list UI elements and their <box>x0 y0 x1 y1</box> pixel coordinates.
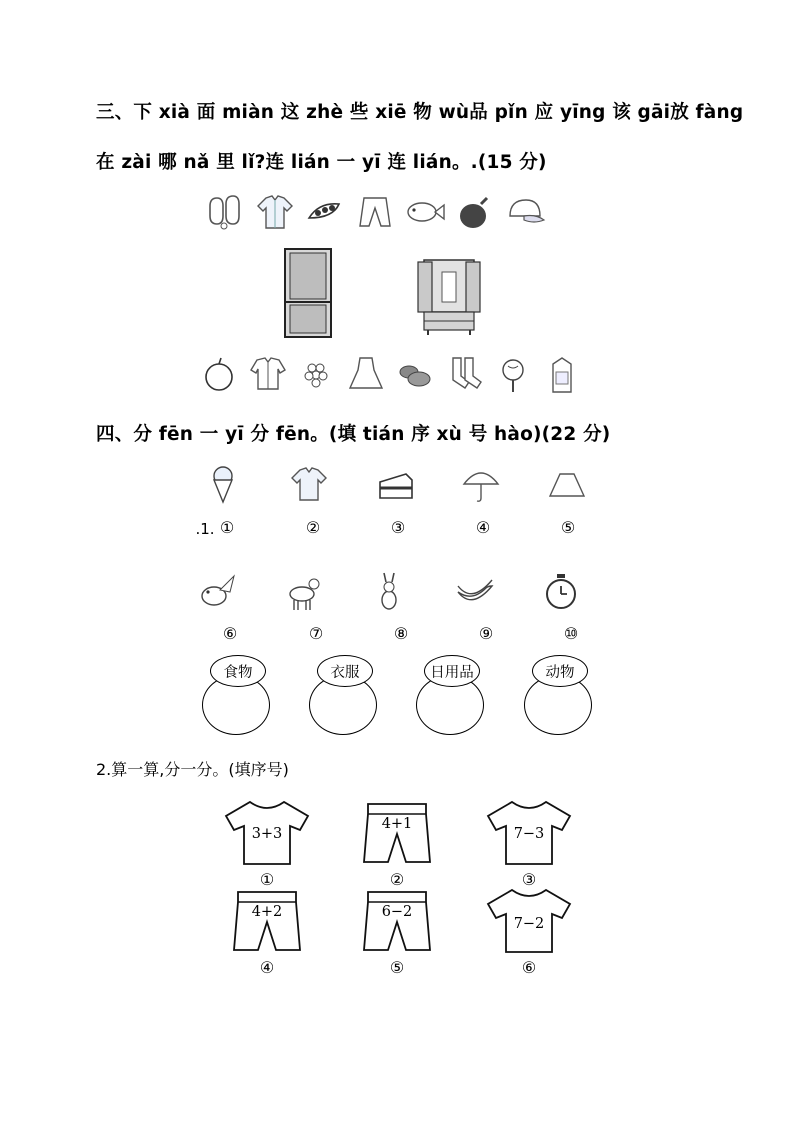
num-q2-3: ③ <box>521 870 537 889</box>
section3-top-row <box>202 190 548 234</box>
q1-label: .1. <box>195 520 215 538</box>
section3-title-line2: 在 zài 哪 nǎ 里 lǐ?连 lián 一 yī 连 lián。.(15 分) <box>96 152 547 173</box>
section4-title: 四、分 fēn 一 yī 分 fēn。(填 tián 序 xù 号 hào)(22 分) <box>96 424 611 445</box>
banana-icon <box>452 570 498 614</box>
skirt-icon <box>544 462 590 506</box>
shirt-icon <box>286 462 332 506</box>
milk-carton-icon <box>539 352 585 396</box>
category-animals[interactable] <box>524 655 594 735</box>
section3-bottom-row <box>196 352 585 396</box>
grapes-icon <box>294 352 340 396</box>
potatoes-icon <box>392 352 438 396</box>
section4-row1 <box>200 462 590 506</box>
num-q2-5: ⑤ <box>389 958 405 977</box>
jacket-icon <box>245 352 291 396</box>
peapod-icon <box>302 190 348 234</box>
expression: 4+1 <box>381 816 413 832</box>
ice-cream-icon <box>200 462 246 506</box>
goat-icon <box>280 570 326 614</box>
num-9: ⑨ <box>478 624 494 643</box>
num-3: ③ <box>390 518 406 537</box>
apple-icon <box>196 352 242 396</box>
tshirt-1 <box>222 798 312 868</box>
eggplant-icon <box>452 190 498 234</box>
dress-icon <box>343 352 389 396</box>
category-label: 日用品 <box>424 655 480 687</box>
num-6: ⑥ <box>222 624 238 643</box>
expression: 7−2 <box>513 916 545 932</box>
num-1: ① <box>219 518 235 537</box>
category-label: 动物 <box>532 655 588 687</box>
expression: 6−2 <box>381 904 413 920</box>
category-daily-goods[interactable] <box>416 655 486 735</box>
tshirt-3 <box>484 798 574 868</box>
category-label: 衣服 <box>317 655 373 687</box>
section3-title-line1: 三、下 xià 面 miàn 这 zhè 些 xiē 物 wù品 pǐn 应 yīng 该 gāi放 fàng <box>96 102 744 123</box>
shorts-2 <box>352 800 442 870</box>
num-q2-6: ⑥ <box>521 958 537 977</box>
shorts-5 <box>352 888 442 958</box>
num-7: ⑦ <box>308 624 324 643</box>
section4-row2 <box>194 570 584 614</box>
num-5: ⑤ <box>560 518 576 537</box>
rabbit-icon <box>366 570 412 614</box>
expression: 4+2 <box>251 904 283 920</box>
fish-icon <box>402 190 448 234</box>
cabbage-icon <box>490 352 536 396</box>
socks-icon <box>441 352 487 396</box>
num-10: ⑩ <box>563 624 579 643</box>
expression: 7−3 <box>513 826 545 842</box>
num-4: ④ <box>475 518 491 537</box>
bird-icon <box>194 570 240 614</box>
cap-icon <box>502 190 548 234</box>
cake-icon <box>372 462 418 506</box>
category-label: 食物 <box>210 655 266 687</box>
num-2: ② <box>305 518 321 537</box>
wardrobe-icon <box>416 258 482 340</box>
num-q2-2: ② <box>389 870 405 889</box>
num-8: ⑧ <box>393 624 409 643</box>
category-clothes[interactable] <box>309 655 379 735</box>
tshirt-6 <box>484 886 574 956</box>
shorts-icon <box>352 190 398 234</box>
shirt-icon <box>252 190 298 234</box>
umbrella-icon <box>458 462 504 506</box>
expression: 3+3 <box>251 826 283 842</box>
fridge-icon <box>283 247 333 343</box>
shorts-4 <box>222 888 312 958</box>
category-food[interactable] <box>202 655 272 735</box>
num-q2-1: ① <box>259 870 275 889</box>
q2-title: 2.算一算,分一分。(填序号) <box>96 760 289 779</box>
mittens-icon <box>202 190 248 234</box>
alarm-clock-icon <box>538 570 584 614</box>
num-q2-4: ④ <box>259 958 275 977</box>
